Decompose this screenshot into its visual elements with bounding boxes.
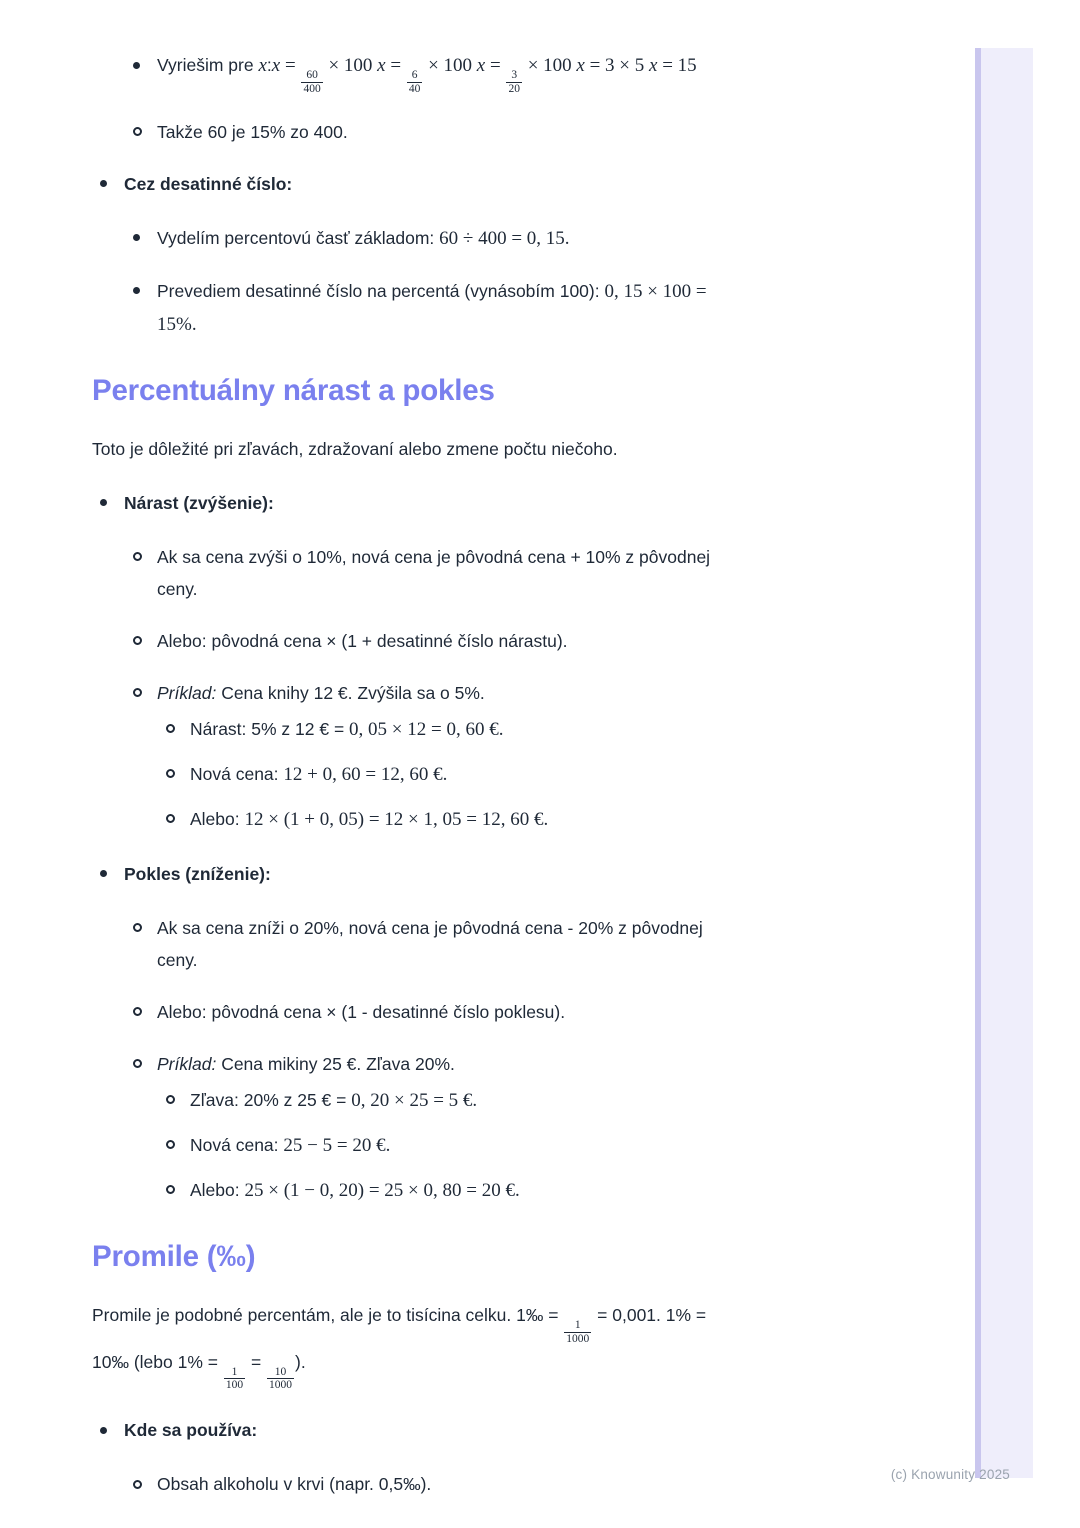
- copyright-watermark: (c) Knowunity 2025: [890, 1467, 1010, 1482]
- heading-promile: Promile (‰): [92, 1239, 256, 1273]
- list-item-text: [157, 1048, 455, 1080]
- bullet-marker: [100, 1414, 124, 1446]
- text-run: Ak sa cena zníži o 20%, nová cena je pôvodná cena - 20% z pôvodnej: [157, 917, 703, 938]
- bullet-marker: [166, 713, 190, 745]
- list-item: [92, 487, 952, 519]
- text-run: Prevediem desatinné číslo na percentá (vynásobím 100):: [157, 280, 605, 301]
- bullet-marker: [133, 677, 157, 709]
- text-run: x: [377, 55, 386, 76]
- list-item-text: [157, 625, 568, 657]
- text-run: ceny.: [157, 949, 198, 970]
- text-run: Vyriešim pre: [157, 55, 259, 75]
- bullet-marker: [100, 168, 124, 200]
- list-item: [92, 625, 952, 657]
- list-item: [92, 713, 952, 746]
- list-item-text: [124, 1414, 257, 1446]
- text-run: Cena knihy 12 €. Zvýšila sa o 5%.: [216, 682, 485, 703]
- text-run: =: [485, 55, 506, 76]
- list-item: [92, 858, 952, 890]
- text-run: Nová cena:: [190, 1134, 284, 1155]
- text-run: = 15: [657, 55, 697, 76]
- bullet-marker: [133, 625, 157, 657]
- list-item-text: [157, 275, 707, 341]
- fraction: $\frac{1}{100}$: [225, 1365, 244, 1392]
- list-item-text: [190, 758, 447, 791]
- text-run: :: [266, 55, 272, 75]
- text-run: Cez desatinné číslo:: [124, 173, 293, 194]
- text-run: Toto je dôležité pri zľavách, zdražovaní alebo zmene počtu niečoho.: [92, 438, 618, 459]
- list-item: [92, 541, 952, 605]
- page-edge-decoration: [975, 48, 1033, 1478]
- list-item: [92, 758, 952, 791]
- list-item-text: [190, 713, 503, 746]
- list-item-text: [157, 677, 485, 709]
- list-item: [92, 1414, 952, 1446]
- list-item-text: [190, 803, 548, 836]
- list-item: [92, 1048, 952, 1080]
- bullet-marker: [133, 996, 157, 1028]
- text-run: ).: [295, 1351, 306, 1372]
- text-run: =: [246, 1351, 267, 1372]
- fraction: $\frac{6}{40}$: [408, 69, 421, 95]
- text-run: Pokles (zníženie):: [124, 863, 271, 884]
- fraction: $\frac{1}{1000}$: [566, 1318, 590, 1345]
- fraction: $\frac{60}{400}$: [303, 69, 321, 95]
- list-item-text: [190, 1129, 390, 1162]
- text-run: Promile je podobné percentám, ale je to tisícina celku. 1‰ =: [92, 1304, 564, 1325]
- list-item-text: [190, 1084, 477, 1117]
- paragraph: [92, 1299, 952, 1393]
- text-run: Cena mikiny 25 €. Zľava 20%.: [216, 1053, 455, 1074]
- list-item: [92, 1174, 952, 1207]
- text-run: Príklad:: [157, 1053, 217, 1074]
- list-item: [92, 49, 952, 96]
- list-item: [92, 116, 952, 148]
- bullet-marker: [166, 1174, 190, 1206]
- list-item-text: [157, 1468, 431, 1500]
- bullet-marker: [133, 912, 157, 944]
- list-item-text: [190, 1174, 520, 1207]
- text-run: Obsah alkoholu v krvi (napr. 0,5‰).: [157, 1474, 432, 1495]
- bullet-marker: [133, 49, 157, 81]
- text-run: Takže 60 je 15% zo 400.: [157, 121, 348, 142]
- list-item-text: [124, 168, 292, 200]
- list-item-text: [157, 996, 565, 1028]
- list-item-text: [157, 912, 703, 976]
- list-item: [92, 912, 952, 976]
- text-run: 0, 05 × 12 = 0, 60 €.: [349, 718, 504, 740]
- text-run: Alebo: pôvodná cena × (1 - desatinné číslo poklesu).: [157, 1001, 566, 1022]
- text-run: Vydelím percentovú časť základom:: [157, 227, 440, 248]
- text-run: 60 ÷ 400 = 0, 15.: [439, 227, 570, 249]
- bullet-marker: [133, 222, 157, 254]
- text-run: Nárast (zvýšenie):: [124, 492, 274, 513]
- document-body: [92, 49, 952, 1520]
- list-item: [92, 168, 952, 200]
- text-run: Alebo:: [190, 1179, 245, 1200]
- fraction: $\frac{10}{1000}$: [269, 1365, 293, 1392]
- bullet-marker: [100, 487, 124, 519]
- text-run: = 3 × 5: [584, 55, 650, 76]
- bullet-marker: [133, 275, 157, 307]
- text-run: Nová cena:: [190, 763, 284, 784]
- text-run: × 100: [522, 55, 577, 76]
- text-run: × 100: [423, 55, 477, 76]
- text-run: x: [476, 55, 486, 76]
- text-run: Príklad:: [157, 682, 217, 703]
- text-run: Nárast: 5% z 12 € =: [190, 718, 350, 739]
- text-run: = 0,001. 1% =: [592, 1304, 707, 1325]
- list-item-text: [157, 222, 570, 255]
- bullet-marker: [133, 116, 157, 148]
- list-item: [92, 1468, 952, 1500]
- text-run: Alebo:: [190, 808, 245, 829]
- text-run: 10‰ (lebo 1% =: [92, 1351, 223, 1372]
- text-run: Kde sa používa:: [124, 1420, 258, 1441]
- text-run: 0, 20 × 25 = 5 €.: [351, 1089, 478, 1111]
- list-item: [92, 275, 952, 341]
- list-item: [92, 222, 952, 255]
- heading-percentualny-narast-a-pokles: Percentuálny nárast a pokles: [92, 373, 495, 407]
- bullet-marker: [100, 858, 124, 890]
- text-run: 25 − 5 = 20 €.: [283, 1134, 391, 1156]
- text-run: 0, 15 × 100 =: [604, 280, 707, 302]
- text-run: ceny.: [157, 578, 198, 599]
- list-item-text: [124, 858, 271, 890]
- text-run: x: [258, 55, 267, 76]
- text-run: x: [576, 55, 585, 76]
- list-item: [92, 996, 952, 1028]
- text-run: Zľava: 20% z 25 € =: [190, 1089, 352, 1110]
- text-run: 12 × (1 + 0, 05) = 12 × 1, 05 = 12, 60 €.: [244, 808, 549, 830]
- text-run: 25 × (1 − 0, 20) = 25 × 0, 80 = 20 €.: [244, 1179, 520, 1201]
- bullet-marker: [166, 758, 190, 790]
- bullet-marker: [166, 1129, 190, 1161]
- bullet-marker: [166, 1084, 190, 1116]
- text-run: x: [649, 55, 658, 76]
- list-item: [92, 677, 952, 709]
- text-run: x: [271, 55, 281, 76]
- text-run: 12 + 0, 60 = 12, 60 €.: [283, 763, 448, 785]
- list-item: [92, 803, 952, 836]
- text-run: × 100: [323, 55, 378, 76]
- list-item-text: [124, 487, 274, 519]
- text-run: Alebo: pôvodná cena × (1 + desatinné číslo nárastu).: [157, 630, 568, 651]
- list-item-text: [157, 116, 348, 148]
- text-run: Ak sa cena zvýši o 10%, nová cena je pôvodná cena + 10% z pôvodnej: [157, 546, 711, 567]
- text-run: =: [385, 55, 406, 76]
- list-item: [92, 1129, 952, 1162]
- list-item: [92, 1084, 952, 1117]
- bullet-marker: [133, 1468, 157, 1500]
- list-item-text: [157, 541, 710, 605]
- fraction: $\frac{3}{20}$: [508, 69, 520, 95]
- bullet-marker: [166, 803, 190, 835]
- text-run: 15%.: [157, 313, 197, 335]
- bullet-marker: [133, 541, 157, 573]
- bullet-marker: [133, 1048, 157, 1080]
- list-item-text: [157, 49, 697, 96]
- text-run: =: [280, 55, 301, 76]
- paragraph: [92, 433, 952, 465]
